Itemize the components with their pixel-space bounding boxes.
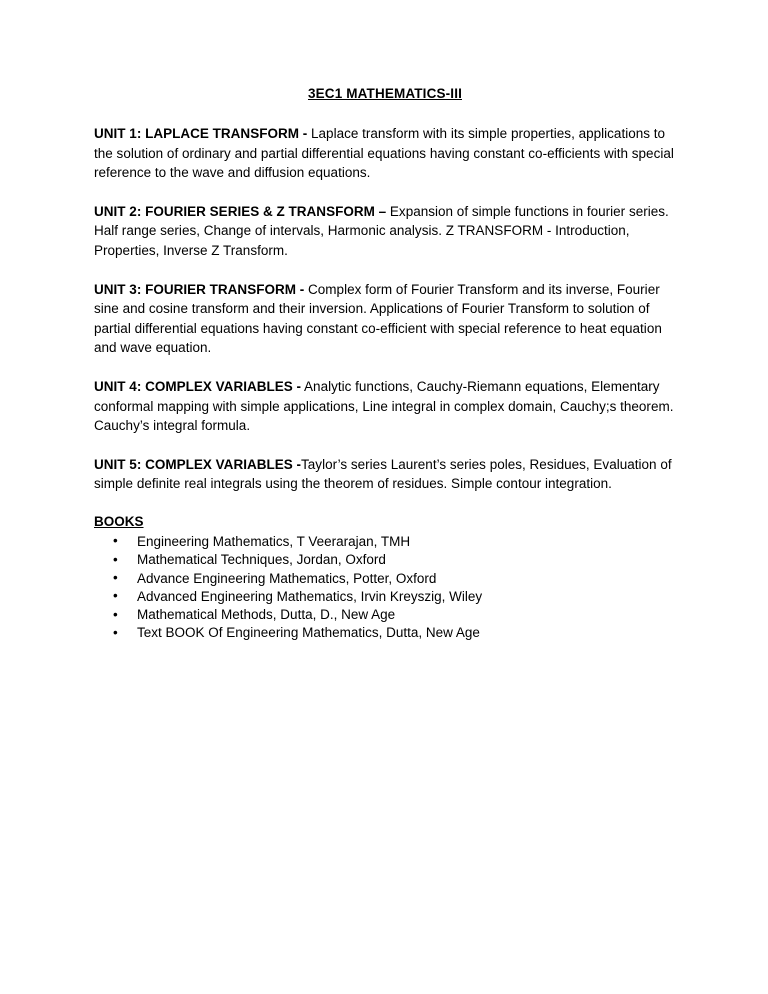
unit-text-5: Taylor’s series Laurent’s series poles, Residues, Evaluation of simple definite real integrals using the theorem of residues. Simple contour integration. [94, 456, 672, 492]
books-section [94, 513, 676, 643]
unit-paragraph-2 [94, 202, 676, 261]
unit-heading-2: UNIT 2: FOURIER SERIES & Z TRANSFORM – [94, 203, 387, 219]
bullet-icon: • [113, 588, 118, 604]
unit-paragraph-1 [94, 124, 676, 183]
bullet-icon: • [113, 624, 118, 640]
list-item [94, 570, 676, 588]
list-item [94, 624, 676, 642]
unit-heading-4: UNIT 4: COMPLEX VARIABLES - [94, 378, 302, 394]
bullet-icon: • [113, 570, 118, 585]
unit-text-3: Complex form of Fourier Transform and its inverse, Fourier sine and cosine transform and their inversion. Applications of Fourier Transform to solution of partial differential equations having constant co-efficient with special reference to heat equation and wave equation. [94, 281, 662, 356]
book-title: Mathematical Techniques, Jordan, Oxford [137, 552, 386, 568]
list-item [94, 551, 676, 569]
unit-text-2: Expansion of simple functions in fourier series. Half range series, Change of intervals, Harmonic analysis. Z TRANSFORM - Introduction, Properties, Inverse Z Transform. [94, 203, 669, 258]
books-list [94, 533, 676, 643]
document-body [94, 86, 676, 643]
bullet-icon: • [113, 606, 118, 622]
unit-paragraph-4 [94, 377, 676, 436]
list-item [94, 533, 676, 551]
list-item [94, 588, 676, 606]
list-item [94, 606, 676, 624]
unit-heading-5: UNIT 5: COMPLEX VARIABLES - [94, 456, 302, 472]
book-title: Text BOOK Of Engineering Mathematics, Dutta, New Age [137, 625, 480, 641]
unit-heading-1: UNIT 1: LAPLACE TRANSFORM - [94, 126, 308, 141]
book-title: Mathematical Methods, Dutta, D., New Age [137, 607, 396, 623]
book-title: Advanced Engineering Mathematics, Irvin Kreyszig, Wiley [137, 588, 483, 604]
unit-paragraph-3 [94, 280, 676, 358]
page-title: 3EC1 MATHEMATICS-III [307, 86, 462, 101]
book-title: Engineering Mathematics, T Veerarajan, TMH [137, 533, 411, 549]
unit-text-1: Laplace transform with its simple properties, applications to the solution of ordinary and partial differential equations having constant co-efficients with special reference to the wave and diffusion equations. [94, 126, 674, 181]
bullet-icon: • [113, 533, 118, 549]
unit-paragraph-5 [94, 455, 676, 494]
unit-heading-3: UNIT 3: FOURIER TRANSFORM - [94, 281, 305, 297]
book-title: Advance Engineering Mathematics, Potter, Oxford [137, 570, 437, 586]
unit-text-4: Analytic functions, Cauchy-Riemann equations, Elementary conformal mapping with simple applications, Line integral in complex domain, Cauchy;s theorem. Cauchy’s integral formula. [94, 378, 674, 434]
books-heading: BOOKS [94, 513, 144, 529]
bullet-icon: • [113, 551, 118, 567]
